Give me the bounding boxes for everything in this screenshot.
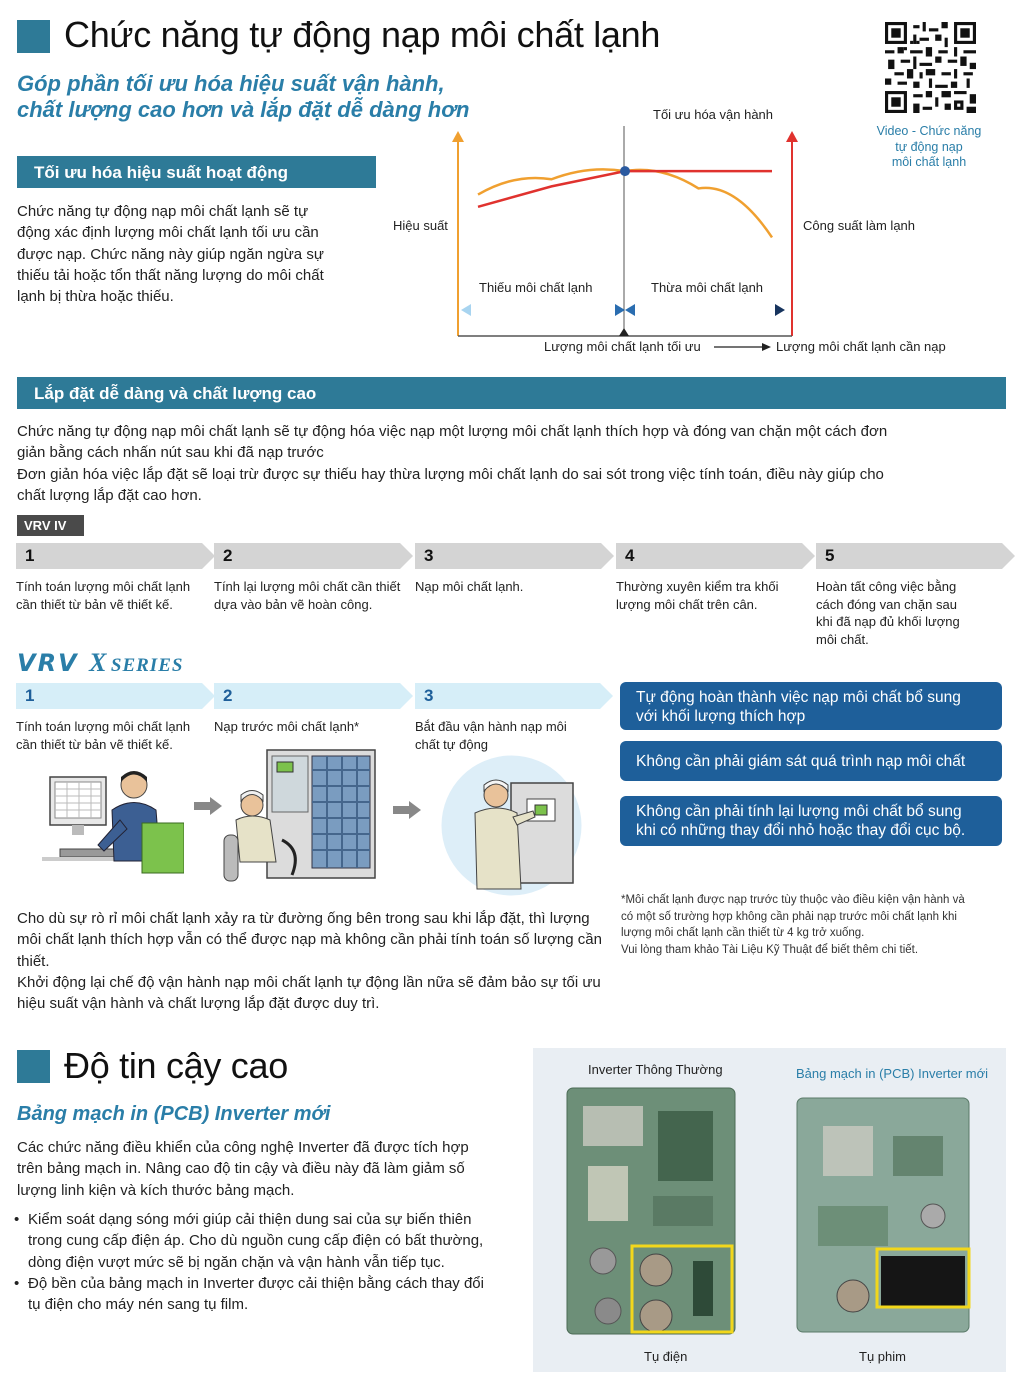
- bullet-item: • Độ bền của bảng mạch in Inverter được cải thiện bằng cách thay đổi tụ điện cho máy nén sang tụ film.: [14, 1274, 484, 1314]
- step-arrow: [415, 543, 615, 569]
- pcb-new-image: [793, 1096, 973, 1334]
- x-label-start: Lượng môi chất lạnh tối ưu: [544, 339, 701, 354]
- step-arrow: [415, 683, 614, 709]
- step-description: Tính toán lượng môi chất lạnh cần thiết từ bản vẽ thiết kế.: [16, 719, 191, 752]
- computer-engineer-illustration: [42, 765, 184, 880]
- step-arrow: [214, 543, 414, 569]
- step-arrow: [214, 683, 414, 709]
- reliability-subtitle: Bảng mạch in (PCB) Inverter mới: [17, 1103, 331, 1125]
- reliability-bullets: [14, 1209, 534, 1315]
- step-arrow: [816, 543, 1016, 569]
- step-arrow: [16, 543, 216, 569]
- vrv4-badge: VRV IV: [17, 515, 84, 536]
- refrigerant-performance-chart: [385, 98, 1005, 363]
- step-description: Tính lại lượng môi chất cần thiết dựa vào bản vẽ hoàn công.: [214, 579, 401, 612]
- installation-heading: Lắp đặt dễ dàng và chất lượng cao: [17, 377, 1006, 409]
- qr-caption: Video - Chức năng tự động nạp môi chất lạnh: [876, 124, 982, 169]
- step-description: Nạp trước môi chất lạnh*: [214, 719, 360, 734]
- reliability-text: Các chức năng điều khiển của công nghệ Inverter đã được tích hợp trên bảng mạch in. Nâng cao độ tin cậy và điều này đã làm giảm số lượng linh kiện và kích thước bảng mạch.: [17, 1139, 469, 1199]
- series-cooling-capacity-line: [478, 171, 772, 207]
- step-number: 4: [625, 546, 635, 565]
- section-marker: [17, 20, 50, 53]
- step-description: Tính toán lượng môi chất lạnh cần thiết từ bản vẽ thiết kế.: [16, 579, 191, 612]
- step-number: 3: [424, 686, 434, 705]
- series-efficiency-line: [478, 169, 772, 237]
- benefit-box-3: Không cần phải tính lại lượng môi chất bổ sung khi có những thay đổi nhỏ hoặc thay đổi cục bộ.: [620, 796, 1002, 846]
- performance-heading: Tối ưu hóa hiệu suất hoạt động: [17, 156, 376, 188]
- pcb-new-label: Bảng mạch in (PCB) Inverter mới: [796, 1066, 989, 1081]
- right-axis-arrow: [786, 131, 798, 142]
- arrow-icon: [194, 797, 222, 815]
- section-marker: [17, 1050, 50, 1083]
- step-number: 5: [825, 546, 835, 565]
- optimum-label: Tối ưu hóa vận hành: [653, 107, 774, 122]
- left-axis-arrow: [452, 131, 464, 142]
- benefit-box-1: Tự động hoàn thành việc nạp môi chất bổ sung với khối lượng thích hợp: [620, 682, 1002, 730]
- step-number: 2: [223, 686, 233, 705]
- step-description: Bắt đầu vận hành nạp môi chất tự động: [415, 719, 567, 752]
- step-arrow: [16, 683, 216, 709]
- installation-text: Chức năng tự động nạp môi chất lạnh sẽ tự động hóa việc nạp một lượng môi chất lạnh thích hợp và đóng van chặn một cách đơn giản bằng cách nhấn nút sau khi đã nạp trước Đơn giản hóa việc lắp đặt sẽ loại trừ được sự thiếu hay thừa lượng môi chất lạnh do sai sót trong việc tính toán, điều này giúp cho chất lượng lắp đặt cao hơn.: [17, 423, 888, 504]
- pcb-old-label: Inverter Thông Thường: [588, 1062, 723, 1077]
- step-description: Hoàn tất công việc bằng cách đóng van chặn sau khi đã nạp đủ khối lượng môi chất.: [816, 579, 960, 647]
- x-label-end: Lượng môi chất lạnh cần nạp: [776, 339, 946, 354]
- auto-operation-illustration: [441, 755, 582, 896]
- pcb-old-image: [563, 1086, 739, 1336]
- subtitle-line-1: Góp phần tối ưu hóa hiệu suất vận hành,: [17, 71, 445, 96]
- step-description: Nạp môi chất lạnh.: [415, 579, 524, 594]
- left-axis-label: Hiệu suất: [393, 218, 448, 233]
- step-description: Thường xuyên kiểm tra khối lượng môi chất trên cân.: [616, 579, 779, 612]
- performance-text: Chức năng tự động nạp môi chất lạnh sẽ tự động xác định lượng môi chất lạnh tối ưu cần được nạp. Chức năng này giúp ngăn ngừa sự thiếu tải hoặc tổn thất năng lượng do môi chất lạnh bị thừa hoặc thiếu.: [17, 203, 324, 306]
- benefit-box-2: Không cần phải giám sát quá trình nạp môi chất: [620, 741, 1002, 781]
- precharge-footnote: *Môi chất lạnh được nạp trước tùy thuộc vào điều kiện vận hành và có một số trường hợp không cần phải nạp trước môi chất lạnh khi lượng môi chất lạnh cần thiết từ 4 kg trở xuống. Vui lòng tham khảo Tài Liệu Kỹ Thuật để biết thêm chi tiết.: [621, 894, 965, 956]
- step-number: 2: [223, 546, 233, 565]
- page-title: Chức năng tự động nạp môi chất lạnh: [64, 14, 661, 55]
- arrow-icon: [393, 801, 421, 819]
- optimum-marker: [619, 328, 629, 336]
- pcb-comparison-panel: [533, 1048, 1006, 1372]
- vrvx-text: Cho dù sự rò rỉ môi chất lạnh xảy ra từ đường ống bên trong sau khi lắp đặt, thì lượng môi chất lạnh thích hợp vẫn có thể được nạp mà không cần phải tính toán số lượng cần thiết. Khởi động lại chế độ vận hành nạp môi chất lạnh tự động lần nữa sẽ đảm bảo sự tối ưu hiệu suất vận hành và chất lượng lắp đặt được duy trì.: [17, 910, 602, 1013]
- step-number: 1: [25, 686, 35, 705]
- step-number: 1: [25, 546, 35, 565]
- right-axis-label: Công suất làm lạnh: [803, 218, 916, 233]
- precharge-unit-illustration: [222, 740, 382, 890]
- subtitle-line-2: chất lượng cao hơn và lắp đặt dễ dàng hơn: [17, 97, 470, 122]
- pcb-old-caption: Tụ điện: [644, 1349, 688, 1364]
- step-arrow: [616, 543, 816, 569]
- optimum-point: [620, 166, 630, 176]
- reliability-title: Độ tin cậy cao: [64, 1045, 288, 1086]
- vrvx-logo: VRV X SERIES: [17, 648, 184, 677]
- region-left-label: Thiếu môi chất lạnh: [479, 280, 593, 295]
- pcb-new-caption: Tụ phim: [859, 1349, 906, 1364]
- bullet-item: • Kiểm soát dạng sóng mới giúp cải thiện dung sai của sự biến thiên trong cung cấp điện áp. Cho dù nguồn cung cấp điện có bất thường, dòng điện vượt mức sẽ bị ngăn chặn và vận hành vẫn tiếp tục.: [14, 1211, 484, 1271]
- step-number: 3: [424, 546, 434, 565]
- region-right-label: Thừa môi chất lạnh: [651, 280, 764, 295]
